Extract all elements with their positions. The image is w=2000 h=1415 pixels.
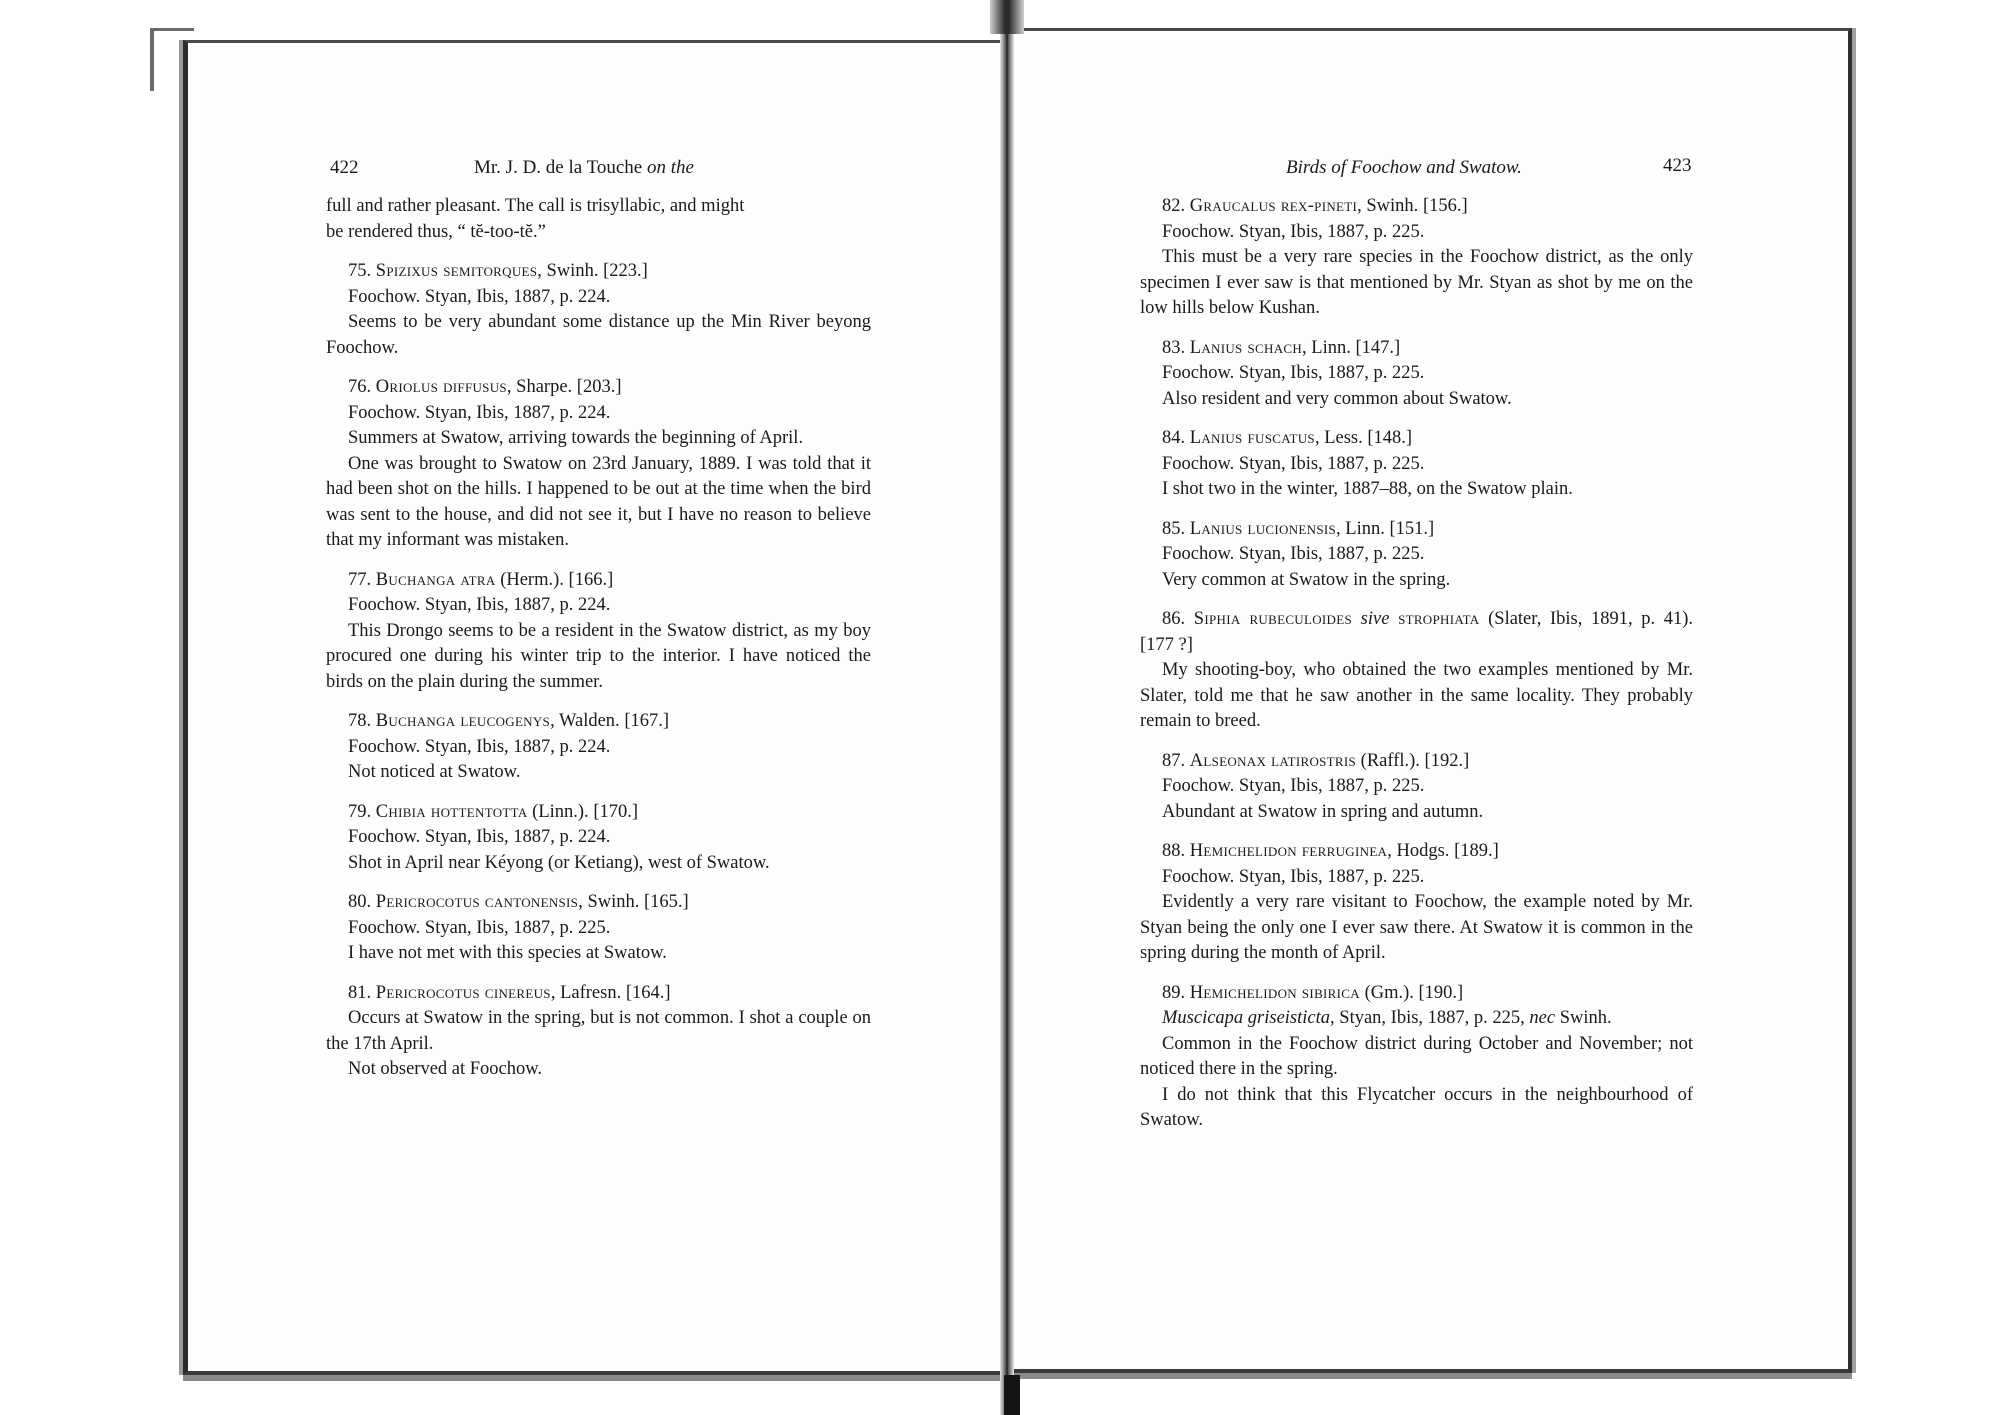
page-edge: [150, 28, 194, 91]
note-paragraph: Common in the Foochow district during October and November; not noticed there in the spring.: [1140, 1033, 1693, 1079]
species-authority: , Less.: [1314, 428, 1363, 448]
species-authority: , Walden.: [550, 711, 620, 731]
species-authority: (Raffl.).: [1356, 750, 1420, 771]
species-authority: , Hodgs.: [1387, 841, 1450, 861]
species-heading: [326, 709, 871, 735]
note-paragraph: Not noticed at Swatow.: [348, 762, 521, 782]
species-name: fuscatus: [1247, 428, 1315, 448]
gutter-top: [990, 0, 1024, 34]
running-head-author: Mr. J. D. de la Touche: [474, 157, 643, 178]
species-authority: (Linn.).: [527, 801, 589, 822]
citation-line: Foochow. Styan, Ibis, 1887, p. 225.: [1162, 866, 1425, 887]
running-head-suffix: on the: [647, 157, 694, 178]
catalogue-ref: [156.]: [1418, 196, 1468, 216]
species-name: diffusus: [443, 377, 507, 397]
species-entry: [1140, 517, 1693, 594]
entry-number: 77.: [348, 569, 376, 590]
species-authority: , Linn.: [1302, 337, 1351, 358]
species-entry: [326, 981, 871, 1083]
genus-name: Graucalus: [1189, 196, 1281, 216]
genus-name: Chibia: [375, 801, 431, 822]
genus-name: Pericrocotus: [375, 982, 485, 1003]
entry-number: 76.: [348, 377, 376, 397]
left-running-head: [474, 157, 694, 179]
species-authority: , Swinh.: [578, 892, 640, 912]
species-name: rubeculoides: [1249, 609, 1353, 629]
species-name: semitorques: [443, 261, 538, 281]
continuation-paragraph: [326, 194, 871, 245]
entry-number: 80.: [348, 892, 376, 912]
right-text-column: [1140, 194, 1693, 1148]
species-heading: [326, 375, 871, 401]
species-authority: (Slater, Ibis, 1891, p. 41).: [1479, 609, 1694, 629]
species-heading: [326, 981, 871, 1007]
species-authority: , Sharpe.: [506, 377, 573, 397]
sive-word: sive: [1360, 609, 1390, 629]
species-heading: [326, 568, 871, 594]
species-authority: , Lafresn.: [550, 982, 622, 1003]
species-name: cinereus: [484, 982, 551, 1003]
species-name: lucionensis: [1247, 518, 1337, 539]
text-line: full and rather pleasant. The call is trisyllabic, and might: [326, 196, 745, 216]
species-heading: [326, 890, 871, 916]
citation-line: Foochow. Styan, Ibis, 1887, p. 225.: [1162, 221, 1425, 242]
catalogue-ref: [223.]: [598, 261, 648, 281]
entry-number: 84.: [1162, 428, 1190, 448]
citation-nec: nec: [1529, 1008, 1556, 1028]
note-paragraph: Not observed at Foochow.: [348, 1059, 543, 1079]
citation-tail: Swinh.: [1555, 1008, 1612, 1028]
citation-line: Foochow. Styan, Ibis, 1887, p. 225.: [1162, 776, 1425, 796]
entry-number: 82.: [1162, 196, 1190, 216]
text-line: be rendered thus, “ tĕ-too-tĕ.”: [326, 221, 546, 242]
note-paragraph: Summers at Swatow, arriving towards the beginning of April.: [348, 428, 804, 448]
genus-name: Hemichelidon: [1189, 841, 1302, 861]
right-running-head: Birds of Foochow and Swatow.: [1286, 157, 1522, 178]
note-paragraph: This must be a very rare species in the Foochow district, as the only specimen I ever saw is that mentioned by Mr. Styan as shot by me on the low hills below Kushan.: [1140, 247, 1693, 318]
citation-line: Foochow. Styan, Ibis, 1887, p. 225.: [1162, 544, 1425, 564]
citation-line: Foochow. Styan, Ibis, 1887, p. 224.: [348, 595, 611, 615]
species-heading: [1140, 194, 1693, 220]
citation-line: Foochow. Styan, Ibis, 1887, p. 224.: [348, 736, 611, 757]
entry-number: 89.: [1162, 982, 1190, 1003]
species-name: atra: [460, 569, 496, 590]
note-paragraph: Evidently a very rare visitant to Foochow, the example noted by Mr. Styan being the only one I ever saw there. At Swatow it is common in the spring during the month of April.: [1140, 892, 1693, 963]
species-heading: [326, 259, 871, 285]
note-paragraph: I do not think that this Flycatcher occurs in the neighbourhood of Swatow.: [1140, 1084, 1693, 1130]
genus-name: Buchanga: [375, 569, 461, 590]
note-paragraph: This Drongo seems to be a resident in the Swatow district, as my boy procured one during his winter trip to the interior. I have noticed the birds on the plain during the summer.: [326, 620, 871, 692]
species-entry: [1140, 194, 1693, 322]
genus-name: Hemichelidon: [1189, 982, 1302, 1003]
note-paragraph: Occurs at Swatow in the spring, but is not common. I shot a couple on the 17th April.: [326, 1008, 871, 1054]
species-entry: [1140, 607, 1693, 735]
genus-name: Siphia: [1193, 609, 1250, 629]
entry-number: 75.: [348, 261, 376, 281]
species-entry: [326, 259, 871, 361]
species-authority: (Herm.).: [495, 569, 564, 590]
citation-line: Foochow. Styan, Ibis, 1887, p. 224.: [348, 402, 611, 423]
gutter-bottom: [1004, 1375, 1020, 1415]
species-authority: , Swinh.: [1357, 196, 1419, 216]
citation-line: Foochow. Styan, Ibis, 1887, p. 225.: [348, 917, 611, 938]
species-entry: [326, 890, 871, 967]
genus-name: Lanius: [1189, 337, 1248, 358]
catalogue-ref: [167.]: [619, 711, 670, 731]
species-heading: [1140, 517, 1693, 543]
entry-number: 85.: [1162, 518, 1190, 539]
catalogue-ref: [192.]: [1419, 750, 1470, 771]
left-text-column: [326, 194, 871, 1097]
species-name: cantonensis: [484, 892, 579, 912]
entry-number: 79.: [348, 801, 376, 822]
entry-number: 78.: [348, 711, 376, 731]
species-heading: [1140, 981, 1693, 1007]
species-entry: [326, 375, 871, 554]
citation-line: Foochow. Styan, Ibis, 1887, p. 225.: [1162, 363, 1425, 383]
species-entry: [326, 709, 871, 786]
catalogue-ref: [165.]: [639, 892, 689, 912]
citation-line: Foochow. Styan, Ibis, 1887, p. 224.: [348, 286, 611, 307]
entry-number: 81.: [348, 982, 376, 1003]
species-heading: [1140, 607, 1693, 658]
catalogue-ref: [203.]: [572, 377, 622, 397]
note-paragraph: Very common at Swatow in the spring.: [1162, 569, 1451, 590]
right-folio: 423: [1663, 155, 1692, 176]
entry-number: 87.: [1162, 750, 1190, 771]
entry-number: 83.: [1162, 337, 1190, 358]
note-paragraph: I shot two in the winter, 1887–88, on the Swatow plain.: [1162, 479, 1573, 499]
species-name: rex-pineti: [1280, 196, 1358, 216]
genus-name: Buchanga: [375, 711, 461, 731]
entry-number: 88.: [1162, 841, 1190, 861]
species-authority: (Gm.).: [1359, 982, 1414, 1003]
catalogue-ref: [189.]: [1449, 841, 1499, 861]
species-entry: [1140, 981, 1693, 1134]
species-entry: [1140, 839, 1693, 967]
catalogue-ref: [148.]: [1362, 428, 1413, 448]
note-paragraph: Abundant at Swatow in spring and autumn.: [1162, 801, 1484, 822]
catalogue-ref: [177 ?]: [1140, 634, 1193, 655]
species-name: latirostris: [1271, 750, 1357, 771]
note-paragraph: My shooting-boy, who obtained the two examples mentioned by Mr. Slater, told me that he saw another in the same locality. They probably remain to breed.: [1140, 660, 1693, 731]
species-heading: [1140, 839, 1693, 865]
book-gutter: [1000, 0, 1014, 1415]
genus-name: Spizixus: [375, 261, 444, 281]
species-heading: [1140, 336, 1693, 362]
species-name-alt: strophiata: [1398, 609, 1480, 629]
species-entry: [1140, 749, 1693, 826]
species-entry: [326, 800, 871, 877]
species-name: hottentotta: [430, 801, 528, 822]
catalogue-ref: [170.]: [588, 801, 639, 822]
citation-line: [1140, 1006, 1693, 1032]
genus-name: Lanius: [1189, 428, 1248, 448]
species-name: sibirica: [1301, 982, 1360, 1003]
species-entry: [1140, 336, 1693, 413]
left-folio: 422: [330, 157, 359, 178]
species-entry: [326, 568, 871, 696]
species-name: leucogenys: [460, 711, 551, 731]
citation-line: Foochow. Styan, Ibis, 1887, p. 224.: [348, 827, 611, 847]
species-name: ferruginea: [1301, 841, 1388, 861]
genus-name: Pericrocotus: [375, 892, 485, 912]
catalogue-ref: [166.]: [563, 569, 614, 590]
note-paragraph: Also resident and very common about Swatow.: [1162, 388, 1512, 409]
citation-text: , Styan, Ibis, 1887, p. 225,: [1330, 1008, 1530, 1028]
species-entry: [1140, 426, 1693, 503]
catalogue-ref: [190.]: [1413, 982, 1464, 1003]
catalogue-ref: [147.]: [1350, 337, 1401, 358]
species-name: schach: [1247, 337, 1303, 358]
citation-line: Foochow. Styan, Ibis, 1887, p. 225.: [1162, 453, 1425, 474]
catalogue-ref: [151.]: [1384, 518, 1435, 539]
species-heading: [1140, 749, 1693, 775]
citation-synonym: Muscicapa griseisticta: [1162, 1008, 1331, 1028]
genus-name: Oriolus: [375, 377, 444, 397]
note-paragraph: One was brought to Swatow on 23rd January, 1889. I was told that it had been shot on the hills. I happened to be out at the time when the bird was sent to the house, and did not see it, but I have no reason to believe that my informant was mistaken.: [326, 453, 871, 550]
entry-number: 86.: [1162, 609, 1194, 629]
genus-name: Alseonax: [1189, 750, 1272, 771]
species-heading: [326, 800, 871, 826]
note-paragraph: I have not met with this species at Swatow.: [348, 943, 667, 963]
note-paragraph: Seems to be very abundant some distance up the Min River beyong Foochow.: [326, 312, 871, 358]
species-heading: [1140, 426, 1693, 452]
species-authority: , Swinh.: [537, 261, 599, 281]
catalogue-ref: [164.]: [621, 982, 671, 1003]
note-paragraph: Shot in April near Kéyong (or Ketiang), west of Swatow.: [348, 852, 770, 873]
species-authority: , Linn.: [1336, 518, 1385, 539]
genus-name: Lanius: [1189, 518, 1248, 539]
